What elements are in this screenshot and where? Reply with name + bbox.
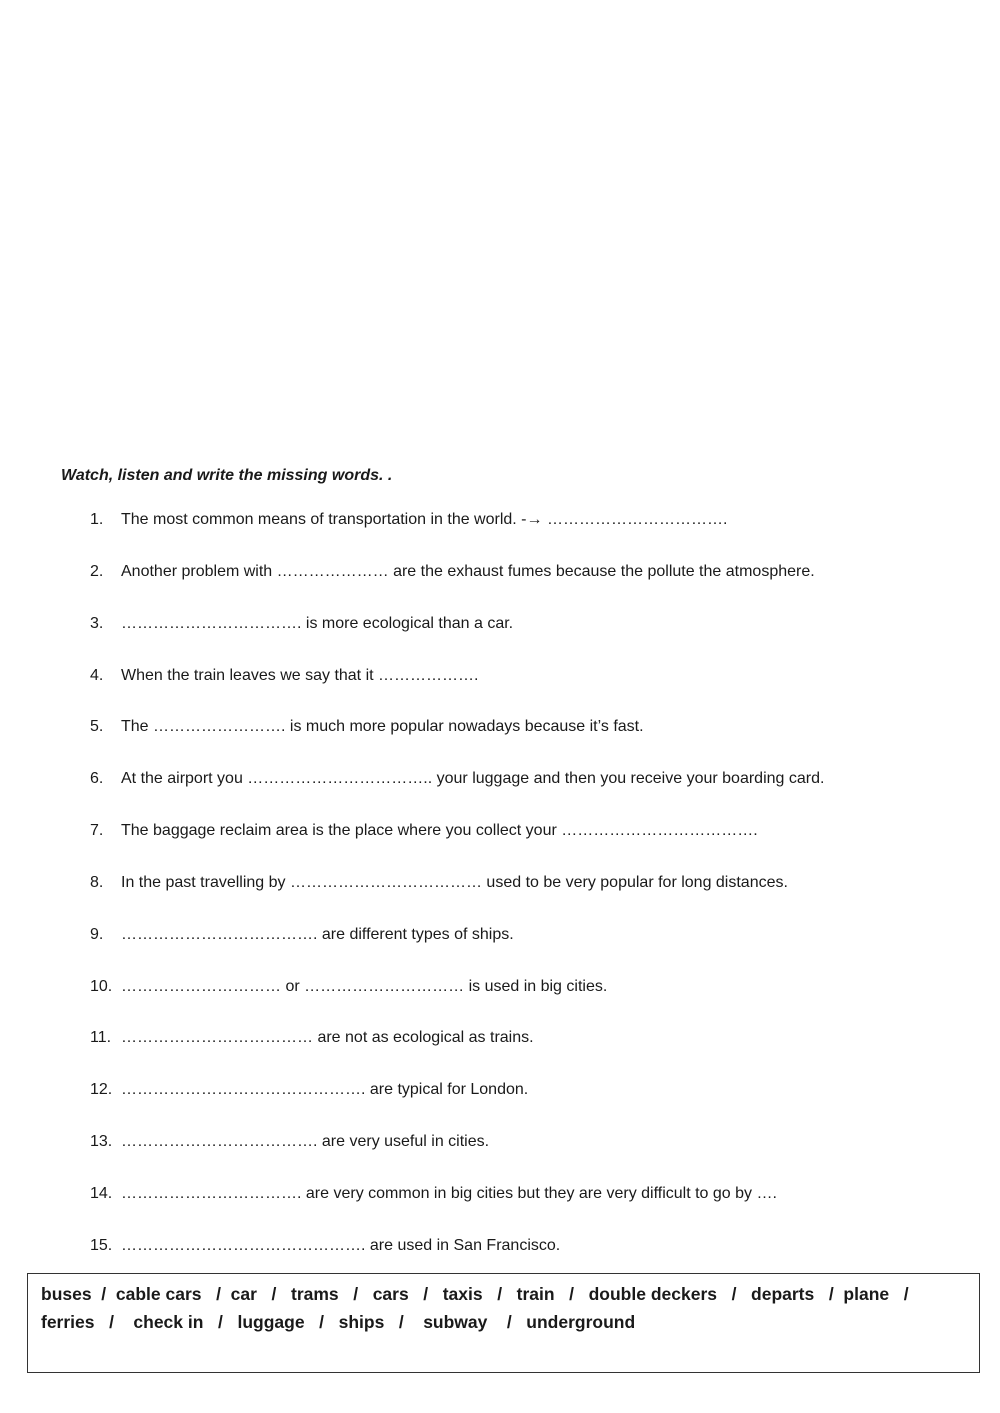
question-item bbox=[90, 1132, 489, 1152]
question-item bbox=[90, 1028, 534, 1048]
question-item bbox=[90, 1184, 777, 1204]
question-text: The most common means of transportation in the world. -→ ……………………………. bbox=[121, 511, 728, 528]
question-text: When the train leaves we say that it ………………. bbox=[121, 667, 479, 684]
question-item bbox=[90, 925, 514, 945]
question-number: 9. bbox=[90, 926, 104, 943]
question-item bbox=[90, 614, 513, 634]
question-text: ………………………………………. are typical for London. bbox=[121, 1081, 529, 1098]
question-number: 11. bbox=[90, 1029, 112, 1046]
question-number: 8. bbox=[90, 874, 104, 891]
question-text: ………………………………………. are used in San Francisco. bbox=[121, 1237, 561, 1254]
question-number: 15. bbox=[90, 1237, 113, 1254]
question-item bbox=[90, 510, 727, 530]
question-number: 10. bbox=[90, 978, 113, 995]
question-item bbox=[90, 769, 824, 789]
instruction-heading: Watch, listen and write the missing words. . bbox=[61, 467, 393, 484]
question-item bbox=[90, 821, 758, 841]
question-item bbox=[90, 873, 788, 893]
question-text: ……………………………… are not as ecological as trains. bbox=[121, 1029, 534, 1046]
question-number: 2. bbox=[90, 563, 104, 580]
question-text: ……………………………. is more ecological than a car. bbox=[121, 615, 514, 632]
question-item bbox=[90, 666, 478, 686]
question-item bbox=[90, 717, 644, 737]
question-number: 14. bbox=[90, 1185, 113, 1202]
word-bank-line: ferries / check in / luggage / ships / subway / underground bbox=[41, 1312, 636, 1332]
question-number: 7. bbox=[90, 822, 104, 839]
question-text: The ……………………. is much more popular nowadays because it’s fast. bbox=[121, 718, 644, 735]
question-item bbox=[90, 977, 607, 997]
question-text: ………………………………. are very useful in cities. bbox=[121, 1133, 490, 1150]
question-item bbox=[90, 562, 815, 582]
question-text: At the airport you …………………………….. your luggage and then you receive your boarding card. bbox=[121, 770, 825, 787]
question-text: ……………………………. are very common in big cities but they are very difficult to go by …. bbox=[121, 1185, 777, 1202]
question-text: Another problem with ………………… are the exhaust fumes because the pollute the atmosphere. bbox=[121, 563, 815, 580]
question-number: 12. bbox=[90, 1081, 113, 1098]
question-text: ………………………………. are different types of ships. bbox=[121, 926, 514, 943]
question-number: 4. bbox=[90, 667, 104, 684]
question-number: 6. bbox=[90, 770, 104, 787]
question-text: ………………………… or ………………………… is used in big cities. bbox=[121, 978, 608, 995]
word-bank-box bbox=[27, 1273, 980, 1373]
question-number: 3. bbox=[90, 615, 104, 632]
question-number: 5. bbox=[90, 718, 104, 735]
question-text: In the past travelling by ……………………………… used to be very popular for long distances. bbox=[121, 874, 788, 891]
question-item bbox=[90, 1080, 528, 1100]
question-item bbox=[90, 1236, 560, 1256]
question-number: 1. bbox=[90, 511, 104, 528]
word-bank-line: buses / cable cars / car / trams / cars / taxis / train / double deckers / departs / plane / bbox=[41, 1284, 909, 1304]
question-number: 13. bbox=[90, 1133, 113, 1150]
question-text: The baggage reclaim area is the place where you collect your ………………………………. bbox=[121, 822, 758, 839]
